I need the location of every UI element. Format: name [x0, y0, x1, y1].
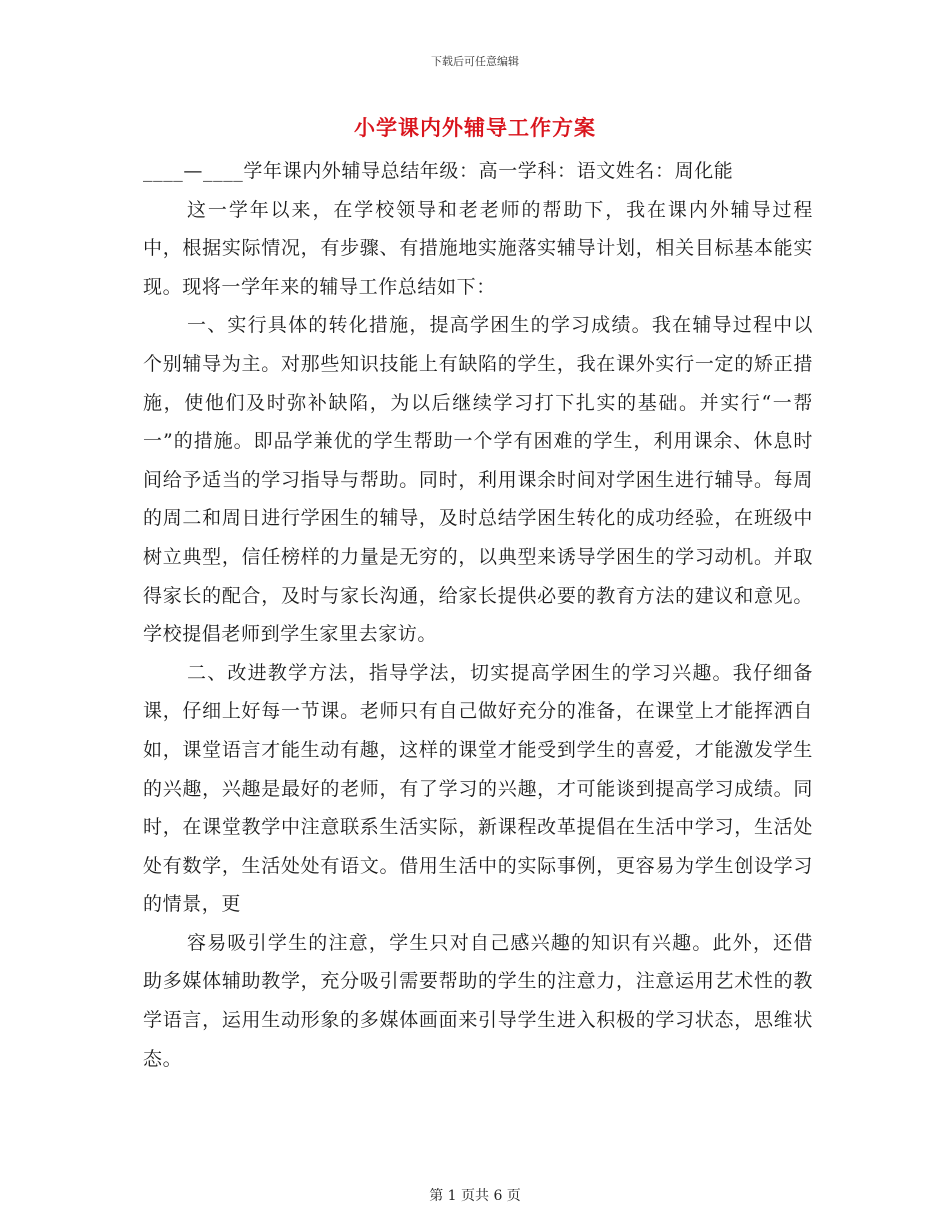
paragraph-section-2: 二、改进教学方法，指导学法，切实提高学困生的学习兴趣。我仔细备课，仔细上好每一节课。老师只有自己做好充分的准备，在课堂上才能挥洒自如，课堂语言才能生动有趣，这样的课堂才能受到学生的喜爱，才能激发学生的兴趣，兴趣是最好的老师，有了学习的兴趣，才可能谈到提高学习成绩。同时，在课堂教学中注意联系生活实际，新课程改革提倡在生活中学习，生活处处有数学，生活处处有语文。借用生活中的实际事例，更容易为学生创设学习的情景，更 — [143, 661, 813, 916]
header-note: 下载后可任意编辑 — [431, 55, 519, 68]
document-body — [143, 152, 813, 1078]
paragraph-intro: 这一学年以来，在学校领导和老老师的帮助下，我在课内外辅导过程中，根据实际情况，有步骤、有措施地实施落实辅导计划，相关目标基本能实现。现将一学年来的辅导工作总结如下： — [143, 198, 813, 298]
paragraph-section-2-continued: 容易吸引学生的注意，学生只对自己感兴趣的知识有兴趣。此外，还借助多媒体辅助教学，充分吸引需要帮助的学生的注意力，注意运用艺术性的教学语言，运用生动形象的多媒体画面来引导学生进入积极的学习状态，思维状态。 — [143, 931, 813, 1070]
paragraph-meta: ____—____学年课内外辅导总结年级：高一学科：语文姓名：周化能 — [143, 160, 734, 182]
paragraph-section-1: 一、实行具体的转化措施，提高学困生的学习成绩。我在辅导过程中以个别辅导为主。对那些知识技能上有缺陷的学生，我在课外实行一定的矫正措施，使他们及时弥补缺陷，为以后继续学习打下扎实的基础。并实行“一帮一”的措施。即品学兼优的学生帮助一个学有困难的学生，利用课余、休息时间给予适当的学习指导与帮助。同时，利用课余时间对学困生进行辅导。每周的周二和周日进行学困生的辅导，及时总结学困生转化的成功经验，在班级中树立典型，信任榜样的力量是无穷的，以典型来诱导学困生的学习动机。并取得家长的配合，及时与家长沟通，给家长提供必要的教育方法的建议和意见。学校提倡老师到学生家里去家访。 — [143, 314, 813, 646]
page-number: 第 1 页共 6 页 — [429, 1188, 521, 1204]
document-title: 小学课内外辅导工作方案 — [354, 115, 596, 140]
